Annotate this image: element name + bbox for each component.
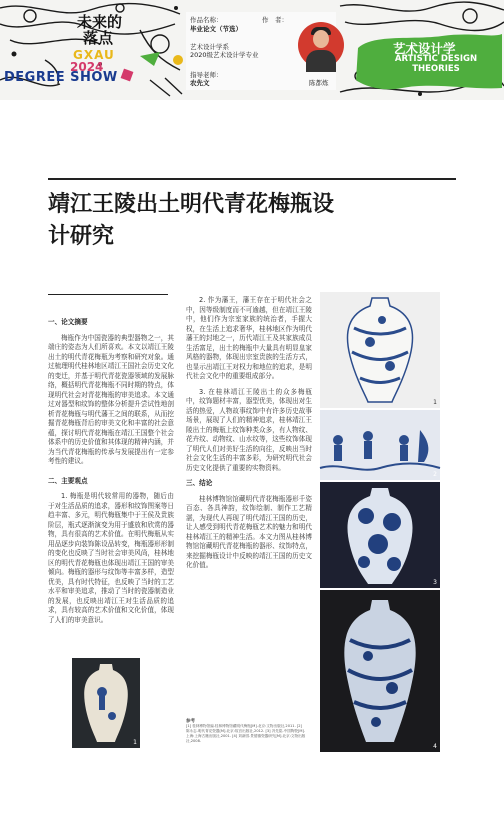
vase-photo-1 [320,292,440,408]
dept-line-1: 艺术设计学系 [190,43,229,51]
logo-year: 2024 [70,60,104,74]
page-title: 靖江王陵出土明代青花梅瓶设计研究 [48,191,335,249]
text-column-2 [186,296,312,577]
author-avatar [298,22,344,68]
author-label: 作 者： [262,16,288,24]
photo-number: 4 [433,743,437,750]
main-point-2: 2. 作为藩王，藩王存在于明代社会之中，因等级制度而不可逾越，但在靖江王陵中，他们作为宗室家族的统治者，手握大权，在生活上追求奢华，桂林地区作为明代藩王的封地之一，历代靖江王及其家族成员生活富足，出土的梅瓶中大量具有明显皇家风格的器物，体现出宗室贵族的生活方式，也显示出靖江王对权力和地位的追求，是明代社会文化中的重要组成部分。 [186,296,312,380]
abstract-heading: 一、论文摘要 [48,318,88,326]
title-rule [48,178,456,180]
work-value: 毕业论文（节选） [190,25,242,33]
major-subtitle: ARTISTIC DESIGN THEORIES [394,54,478,74]
dept-line-2: 2020级艺术设计学专业 [190,51,259,59]
photo-number: 2 [433,471,437,478]
main-point-1: 1. 梅瓶是明代较常用的器物，随后由于对生活品质的追求，器形和纹饰图案等日趋丰富、多元，明代梅瓶集中于王侯及贵族阶层，瓶式逐渐演变为用于盛放和欣赏的器物，具有很高的艺术价值。在明代梅瓶从实用品逐步向装饰陈设品转变，梅瓶器形形制的变化也反映了当时社会审美风尚，桂林地区的明代青花梅瓶也体现出靖江王国的审美倾向。梅瓶的器形与纹饰等丰富多样，造型优美，具有时代特征，也反映了当时的工艺水平和审美追求，推动了当时的瓷器制造业的发展，也反映出靖江王对生活品质的追求，具有较高的艺术价值和文化价值，体现了人们的审美意识。 [48,492,174,624]
conclusion-heading: 三、结论 [186,479,213,487]
logo-line-2: 落点 [83,29,114,47]
major-title: 艺术设计学 [393,41,456,56]
advisor-label: 指导老师： [190,71,223,79]
work-label: 作品名称： [190,16,223,24]
logo-line-1: 未来的 [77,13,123,31]
references-list: [1] 桂林博物馆编.桂林博物馆藏明代梅瓶[M].北京:文物出版社,2011. [2] 陈永志.明代青花瓷器[M].北京:故宫出版社,2012. [3] 冯先铭.中国陶瓷[M].上海:上海古籍出版社,2001. [4] 刘新园.景德镇瓷器研究[M].北京:文物出版社,2008. [186,724,306,743]
vase-photo-4 [320,590,440,752]
main-point-3: 3. 在桂林靖江王陵出土的众多梅瓶中，纹饰题材丰富，器型优美，体现出对生活的热爱，人物故事纹饰中有许多历史故事场景，展现了人们的精神追求，桂林靖江王陵出土的梅瓶上纹饰种类众多，有人物纹、花卉纹、动物纹、山水纹等，这些纹饰体现了明代人们对美好生活的向往，反映出当时社会文化生活的丰富多彩，为研究明代社会历史文化提供了重要的实物资料。 [186,387,312,472]
main-points-heading: 二、主要观点 [48,476,88,485]
section-rule [48,294,168,295]
text-column-1 [48,318,174,622]
vase-photo-5 [72,658,140,748]
exhibition-logo [0,14,132,100]
references-heading: 参考 [186,719,195,724]
references [186,719,306,744]
abstract-paragraph: 梅瓶作为中国瓷器的典型器物之一，其端庄的姿态为人们所喜欢。本文以靖江王陵出土的明代青花梅瓶为考察和研究对象。通过梳理明代桂林地区靖江王国社会历史文化的变迁，并基于明代青花瓷器领域的发展脉络，概括明代青花梅瓶不同时期的特点，体现明代社会对青花梅瓶的审美追求。本文通过对器型和纹饰的整体分析提升尝试性地剖析青花梅瓶与明代藩王之间的联系，从而挖掘青花梅瓶背后的审美文化和丰富的社会意蕴，探讨明代青花梅瓶在靖江王国整个社会体系中的历史价值和其体现的精神内涵，并为当代青花梅瓶的传承与发展提出有一定参考性的建议。 [48,333,174,465]
photo-number: 1 [433,399,437,406]
author-name: 陈都炼 [309,79,329,87]
conclusion-paragraph: 桂林博物馆馆藏明代青花梅瓶器形千姿百态、各具神韵，纹饰绘制、制作工艺精湛，为现代人再现了明代靖江王国的历史，让人感受到明代青花梅瓶艺术的魅力和明代桂林靖江王的精神生活。本文力图从桂林博物馆馆藏明代青花梅瓶的器形、纹饰特点，来挖掘梅瓶设计中反映的靖江王国的历史文化价值。 [186,494,312,569]
photo-number: 1 [133,739,137,746]
logo-line-3: GXAU [73,48,115,62]
header-banner [0,0,504,100]
vase-photo-3 [320,482,440,588]
logo-degree-show: DEGREE SHOW [4,70,118,85]
vase-pattern-photo [320,410,440,480]
advisor-value: 农先文 [190,79,210,87]
photo-number: 3 [433,579,437,586]
